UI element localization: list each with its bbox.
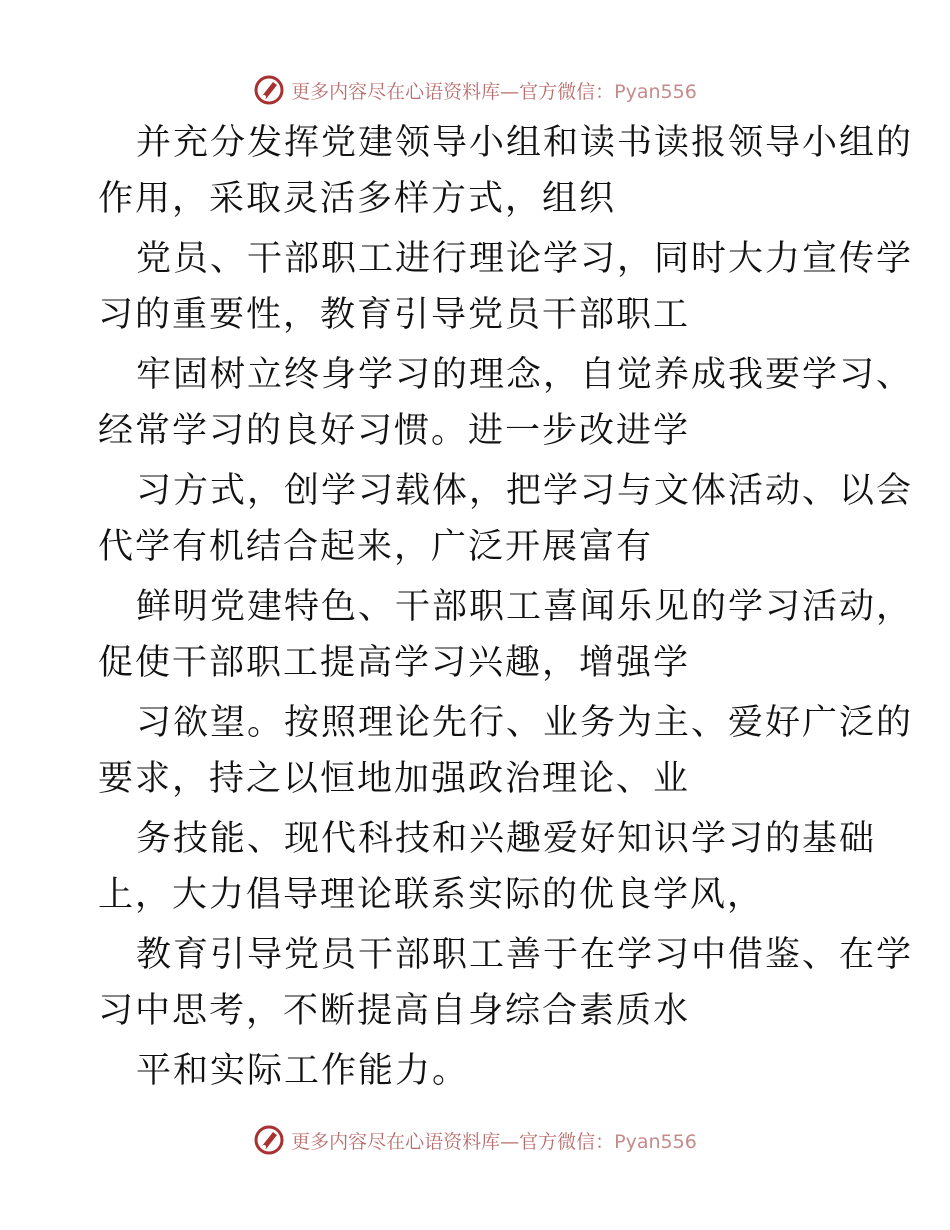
- paragraph-3-line-1: 牢固树立终身学习的理念，自觉养成我要学习、: [136, 355, 914, 395]
- paragraph-5: [98, 579, 914, 691]
- paragraph-9-line-1: 平和实际工作能力。: [136, 1051, 470, 1091]
- header-watermark-banner: [0, 70, 950, 110]
- paragraph-3-line-2: 经常学习的良好习惯。进一步改进学: [98, 411, 691, 451]
- paragraph-4-line-2: 代学有机结合起来，广泛开展富有: [98, 527, 654, 567]
- paragraph-7-line-2: 上，大力倡导理论联系实际的优良学风，: [98, 875, 765, 915]
- pen-logo-icon: [253, 1124, 285, 1156]
- paragraph-8-line-2: 习中思考，不断提高自身综合素质水: [98, 991, 691, 1031]
- paragraph-4-line-1: 习方式，创学习载体，把学习与文体活动、以会: [136, 471, 914, 511]
- paragraph-8: [98, 927, 914, 1039]
- paragraph-1-line-1: 并充分发挥党建领导小组和读书读报领导小组的: [136, 123, 914, 163]
- paragraph-1: [98, 115, 914, 227]
- footer-watermark-banner: [0, 1120, 950, 1160]
- footer-watermark-text: 更多内容尽在心语资料库—官方微信：Pyan556: [291, 1130, 697, 1153]
- paragraph-1-line-2: 作用，采取灵活多样方式，组织: [98, 179, 617, 219]
- paragraph-9: [98, 1043, 858, 1099]
- paragraph-7-line-1: 务技能、现代科技和兴趣爱好知识学习的基础: [136, 819, 877, 859]
- paragraph-8-line-1: 教育引导党员干部职工善于在学习中借鉴、在学: [136, 935, 914, 975]
- paragraph-6: [98, 695, 914, 807]
- paragraph-2-line-2: 习的重要性，教育引导党员干部职工: [98, 295, 691, 335]
- paragraph-4: [98, 463, 914, 575]
- footer-wechat-id: Pyan556: [614, 1130, 697, 1153]
- paragraph-2: [98, 231, 914, 343]
- paragraph-6-line-1: 习欲望。按照理论先行、业务为主、爱好广泛的: [136, 703, 914, 743]
- paragraph-6-line-2: 要求，持之以恒地加强政治理论、业: [98, 759, 691, 799]
- paragraph-5-line-1: 鲜明党建特色、干部职工喜闻乐见的学习活动，: [136, 587, 914, 627]
- paragraph-5-line-2: 促使干部职工提高学习兴趣，增强学: [98, 643, 691, 683]
- paragraph-3: [98, 347, 914, 459]
- header-wechat-id: Pyan556: [614, 80, 697, 103]
- paragraph-7: [98, 811, 877, 923]
- paragraph-2-line-1: 党员、干部职工进行理论学习，同时大力宣传学: [136, 239, 914, 279]
- document-body: [98, 115, 914, 1103]
- pen-logo-icon: [253, 74, 285, 106]
- header-watermark-text: 更多内容尽在心语资料库—官方微信：Pyan556: [291, 80, 697, 103]
